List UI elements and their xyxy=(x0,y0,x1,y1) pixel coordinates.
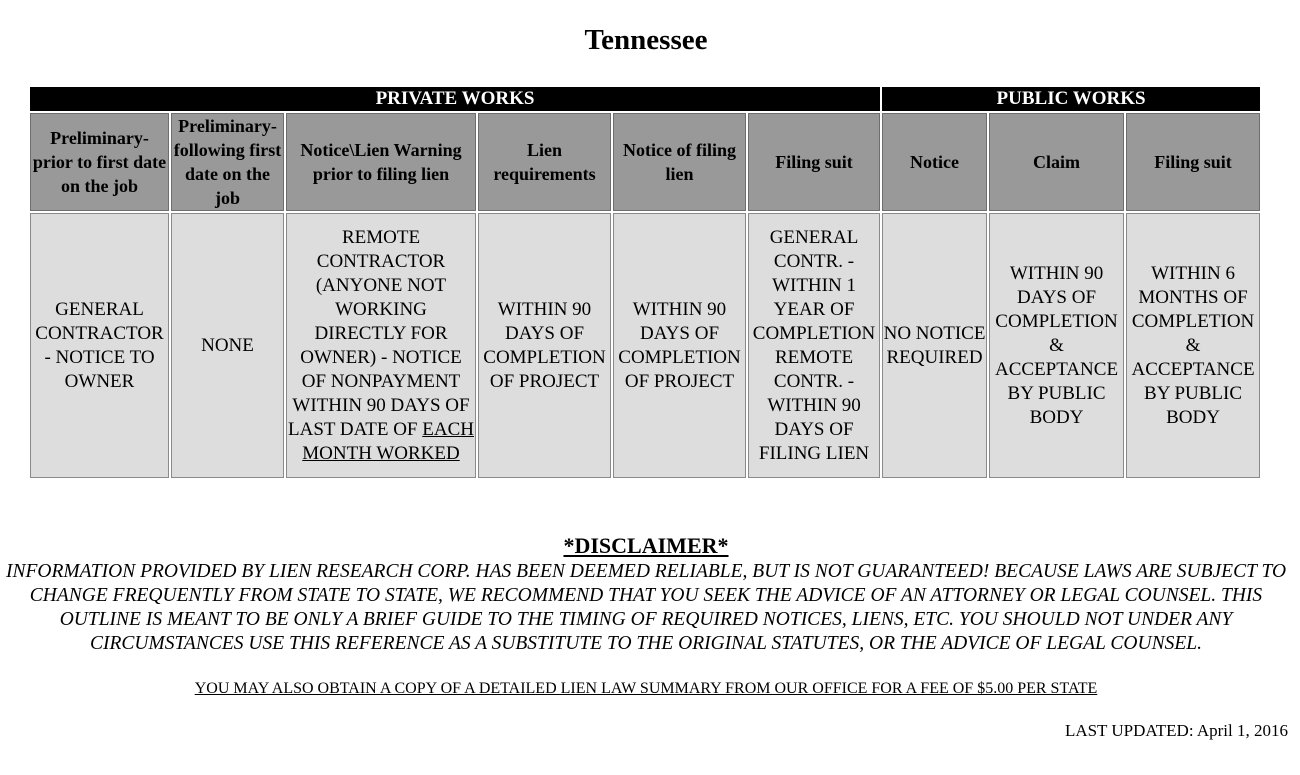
col-header-notice-lien-warning: Notice\Lien Warning prior to filing lien xyxy=(286,113,476,211)
cell-preliminary-prior: GENERAL CONTRACTOR - NOTICE TO OWNER xyxy=(30,213,169,478)
col-header-preliminary-following: Preliminary-following first date on the job xyxy=(171,113,284,211)
cell-public-notice: NO NOTICE REQUIRED xyxy=(882,213,987,478)
table-row xyxy=(30,213,1260,478)
col-header-private-filing-suit: Filing suit xyxy=(748,113,880,211)
lien-summary-link[interactable]: YOU MAY ALSO OBTAIN A COPY OF A DETAILED LIEN LAW SUMMARY FROM OUR OFFICE FOR A FEE OF $5.00 PER STATE xyxy=(194,680,1098,697)
section-header-row xyxy=(30,87,1260,111)
cell-notice-lien-warning xyxy=(286,213,476,478)
lien-law-table xyxy=(28,85,1262,480)
cell-preliminary-following: NONE xyxy=(171,213,284,478)
col-header-notice-of-filing-lien: Notice of filing lien xyxy=(613,113,746,211)
col-header-public-claim: Claim xyxy=(989,113,1124,211)
col-header-public-notice: Notice xyxy=(882,113,987,211)
cell-public-filing-suit: WITHIN 6 MONTHS OF COMPLETION & ACCEPTANCE BY PUBLIC BODY xyxy=(1126,213,1260,478)
cell-private-filing-suit: GENERAL CONTR. - WITHIN 1 YEAR OF COMPLETION REMOTE CONTR. - WITHIN 90 DAYS OF FILING LIEN xyxy=(748,213,880,478)
disclaimer-title: *DISCLAIMER* xyxy=(563,533,729,558)
private-works-header: PRIVATE WORKS xyxy=(30,87,880,111)
cell-public-claim: WITHIN 90 DAYS OF COMPLETION & ACCEPTANCE BY PUBLIC BODY xyxy=(989,213,1124,478)
last-updated: LAST UPDATED: April 1, 2016 xyxy=(1064,721,1288,740)
notice-lien-warning-text: REMOTE CONTRACTOR (ANYONE NOT WORKING DIRECTLY FOR OWNER) - NOTICE OF NONPAYMENT WITHIN 90 DAYS OF LAST DATE OF xyxy=(288,226,470,440)
public-works-header: PUBLIC WORKS xyxy=(882,87,1260,111)
disclaimer-text: INFORMATION PROVIDED BY LIEN RESEARCH CORP. HAS BEEN DEEMED RELIABLE, BUT IS NOT GUARANTEED! BECAUSE LAWS ARE SUBJECT TO CHANGE FREQUENTLY FROM STATE TO STATE, WE RECOMMEND THAT YOU SEEK THE ADVICE OF AN ATTORNEY OR LEGAL COUNSEL. THIS OUTLINE IS MEANT TO BE ONLY A BRIEF GUIDE TO THE TIMING OF REQUIRED NOTICES, LIENS, ETC. YOU SHOULD NOT UNDER ANY CIRCUMSTANCES USE THIS REFERENCE AS A SUBSTITUTE TO THE ORIGINAL STATUTES, OR THE ADVICE OF LEGAL COUNSEL. xyxy=(5,561,1287,654)
column-header-row xyxy=(30,113,1260,211)
cell-lien-requirements: WITHIN 90 DAYS OF COMPLETION OF PROJECT xyxy=(478,213,611,478)
page-title: Tennessee xyxy=(584,24,708,56)
notice-lien-warning-underlined-text: EACH MONTH WORKED xyxy=(302,418,474,464)
col-header-preliminary-prior: Preliminary-prior to first date on the job xyxy=(30,113,169,211)
cell-notice-of-filing-lien: WITHIN 90 DAYS OF COMPLETION OF PROJECT xyxy=(613,213,746,478)
col-header-public-filing-suit: Filing suit xyxy=(1126,113,1260,211)
col-header-lien-requirements: Lien requirements xyxy=(478,113,611,211)
